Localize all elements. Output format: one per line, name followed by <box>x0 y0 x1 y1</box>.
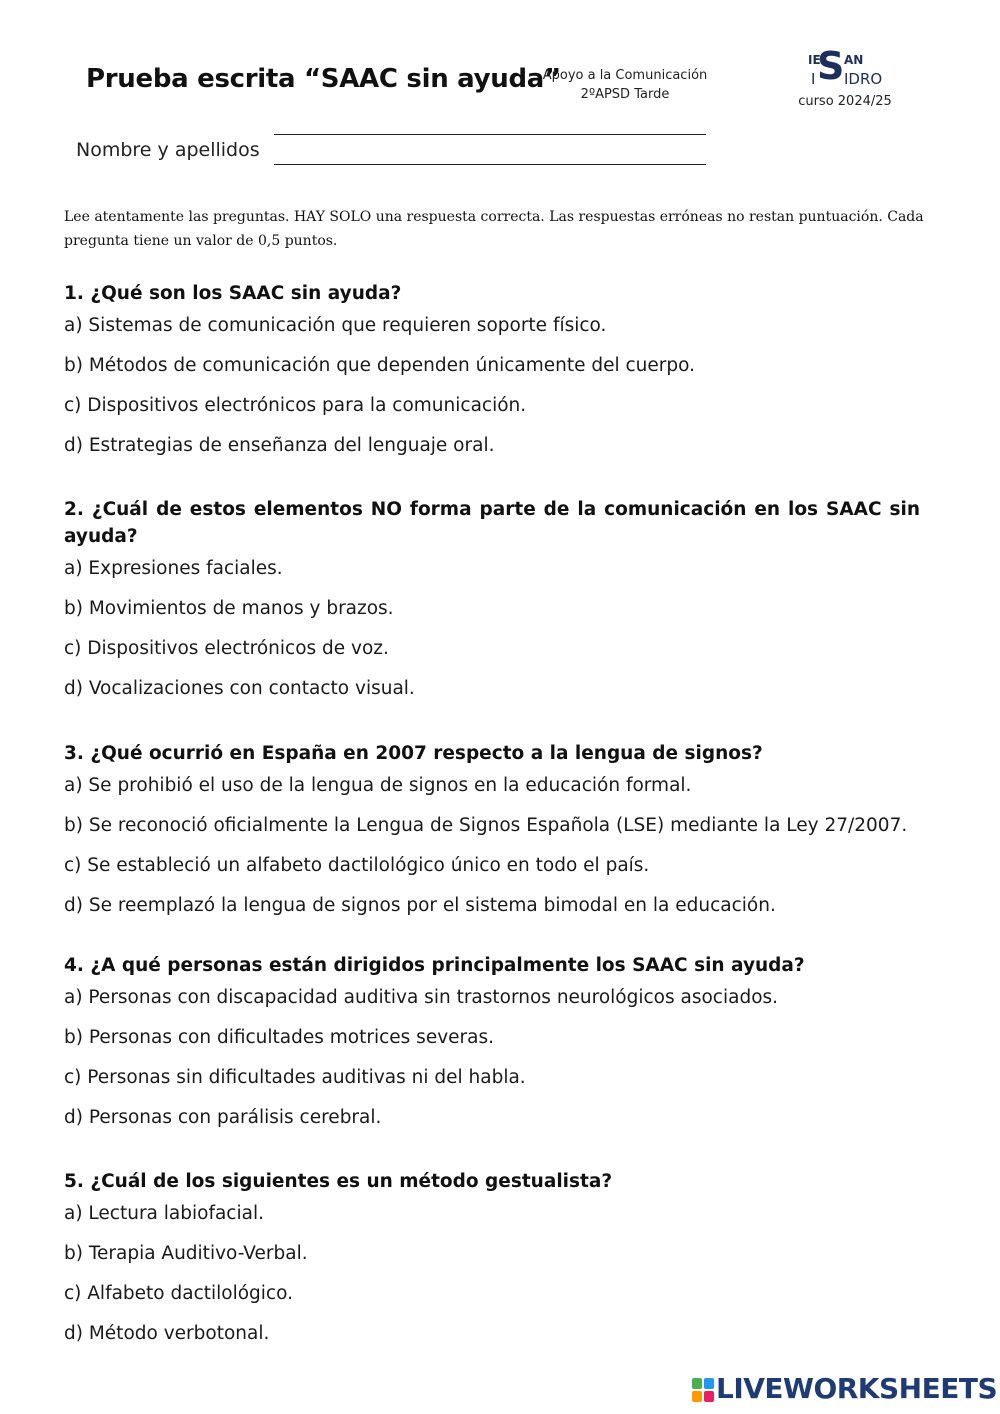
logo-i-text: I <box>811 70 816 88</box>
question-title: 2. ¿Cuál de estos elementos NO forma parte de la comunicación en los SAAC sin ayuda? <box>64 499 920 547</box>
option-a[interactable]: a) Lectura labiofacial. <box>64 1203 264 1224</box>
school-logo <box>808 44 892 90</box>
page-title: Prueba escrita “SAAC sin ayuda” <box>86 64 561 94</box>
question-title: 3. ¿Qué ocurrió en España en 2007 respecto a la lengua de signos? <box>64 743 763 764</box>
liveworksheets-icon <box>692 1378 714 1402</box>
school-year: curso 2024/25 <box>798 94 892 109</box>
icon-square-2 <box>704 1378 714 1389</box>
option-d[interactable]: d) Vocalizaciones con contacto visual. <box>64 678 415 699</box>
question-title: 5. ¿Cuál de los siguientes es un método gestualista? <box>64 1171 613 1192</box>
option-c[interactable]: c) Personas sin dificultades auditivas ni del habla. <box>64 1067 526 1088</box>
icon-square-3 <box>692 1391 702 1402</box>
subject-name: Apoyo a la Comunicación <box>542 68 708 83</box>
option-c[interactable]: c) Alfabeto dactilológico. <box>64 1283 293 1304</box>
logo-an-text: AN <box>844 53 864 67</box>
option-d[interactable]: d) Se reemplazó la lengua de signos por el sistema bimodal en la educación. <box>64 895 776 916</box>
option-d[interactable]: d) Personas con parálisis cerebral. <box>64 1107 382 1128</box>
liveworksheets-wordmark: LIVEWORKSHEETS <box>716 1372 998 1405</box>
option-b[interactable]: b) Se reconoció oficialmente la Lengua de Signos Española (LSE) mediante la Ley 27/2007. <box>64 815 908 836</box>
question-4 <box>64 952 920 1130</box>
icon-square-4 <box>704 1391 714 1402</box>
option-b[interactable]: b) Personas con dificultades motrices severas. <box>64 1027 494 1048</box>
question-3 <box>64 740 920 918</box>
subject-info <box>534 66 716 104</box>
name-line-bottom[interactable] <box>274 164 706 165</box>
option-b[interactable]: b) Métodos de comunicación que dependen únicamente del cuerpo. <box>64 355 696 376</box>
option-a[interactable]: a) Expresiones faciales. <box>64 558 283 579</box>
logo-ie-text: IE <box>808 53 821 67</box>
question-5 <box>64 1168 920 1346</box>
logo-idro-text: IDRO <box>844 70 883 88</box>
option-c[interactable]: c) Dispositivos electrónicos para la comunicación. <box>64 395 527 416</box>
liveworksheets-brand[interactable] <box>692 1372 998 1406</box>
name-label: Nombre y apellidos <box>76 139 260 161</box>
question-2 <box>64 496 920 701</box>
instructions: Lee atentamente las preguntas. HAY SOLO una respuesta correcta. Las respuestas erróneas no restan puntuación. Cada pregunta tiene un valor de 0,5 puntos. <box>64 209 924 249</box>
option-d[interactable]: d) Método verbotonal. <box>64 1323 270 1344</box>
logo-s-letter: S <box>817 44 845 88</box>
question-1 <box>64 280 920 458</box>
question-title: 1. ¿Qué son los SAAC sin ayuda? <box>64 283 402 304</box>
option-d[interactable]: d) Estrategias de enseñanza del lenguaje oral. <box>64 435 495 456</box>
name-line-top[interactable] <box>274 134 706 135</box>
option-b[interactable]: b) Terapia Auditivo-Verbal. <box>64 1243 308 1264</box>
option-b[interactable]: b) Movimientos de manos y brazos. <box>64 598 394 619</box>
option-c[interactable]: c) Se estableció un alfabeto dactilológico único en todo el país. <box>64 855 650 876</box>
option-a[interactable]: a) Personas con discapacidad auditiva sin trastornos neurológicos asociados. <box>64 987 779 1008</box>
option-a[interactable]: a) Se prohibió el uso de la lengua de signos en la educación formal. <box>64 775 692 796</box>
option-a[interactable]: a) Sistemas de comunicación que requieren soporte físico. <box>64 315 607 336</box>
icon-square-1 <box>692 1378 702 1389</box>
question-title: 4. ¿A qué personas están dirigidos principalmente los SAAC sin ayuda? <box>64 955 805 976</box>
option-c[interactable]: c) Dispositivos electrónicos de voz. <box>64 638 389 659</box>
group-name: 2ºAPSD Tarde <box>580 87 670 102</box>
